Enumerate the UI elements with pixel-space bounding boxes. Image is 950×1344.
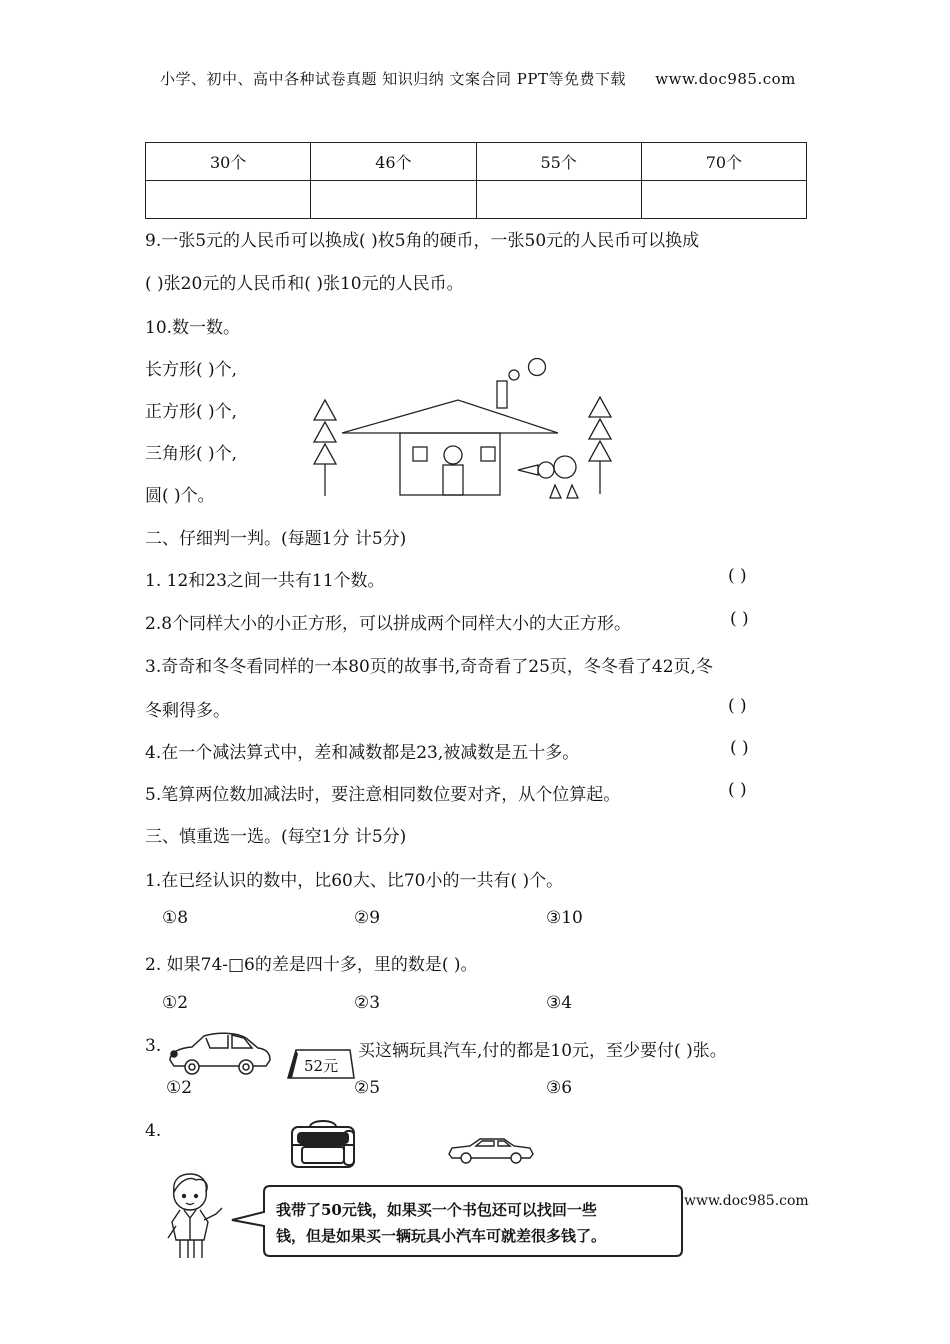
judge-item-1: 1. 12和23之间一共有11个数。: [145, 571, 385, 591]
choice-question-3: 买这辆玩具汽车,付的都是10元，至少要付( )张。: [358, 1041, 727, 1061]
speech-line-1: 我带了50元钱，如果买一个书包还可以找回一些: [276, 1201, 597, 1219]
toy-sedan-illustration: [446, 1136, 536, 1166]
question-9-line1: 9.一张5元的人民币可以换成( )枚5角的硬币，一张50元的人民币可以换成: [145, 231, 700, 251]
judge-item-3-line1: 3.奇奇和冬冬看同样的一本80页的故事书,奇奇看了25页，冬冬看了42页,冬: [145, 657, 713, 677]
schoolbag-illustration: [288, 1117, 358, 1171]
robot-figure: [518, 456, 578, 498]
choice-question-1: 1.在已经认识的数中，比60大、比70小的一共有( )个。: [145, 871, 564, 891]
header-url: www.doc985.com: [655, 70, 796, 88]
toy-car-illustration: [166, 1030, 276, 1080]
answer-paren: ( ): [730, 609, 749, 629]
choice-option: ②5: [354, 1078, 381, 1098]
table-answer-cell: [146, 181, 311, 219]
table-header-cell: 30个: [146, 143, 311, 181]
header-text: 小学、初中、高中各种试卷真题 知识归纳 文案合同 PPT等免费下载: [160, 70, 626, 88]
choice-question-4-number: 4.: [145, 1121, 162, 1141]
answer-paren: ( ): [728, 696, 747, 716]
question-10-title: 10.数一数。: [145, 318, 241, 338]
choice-question-2: 2. 如果74-□6的差是四十多，里的数是( )。: [145, 955, 478, 975]
judge-item-3-line2: 冬剩得多。: [145, 701, 230, 721]
answer-paren: ( ): [728, 566, 747, 586]
count-circle: 圆( )个。: [145, 486, 215, 506]
shapes-picture: [300, 355, 640, 505]
house: [342, 359, 558, 496]
answer-paren: ( ): [728, 780, 747, 800]
choice-option: ③4: [546, 993, 573, 1013]
judge-item-4: 4.在一个减法算式中，差和减数都是23,被减数是五十多。: [145, 743, 580, 763]
speech-bubble: [228, 1182, 688, 1262]
count-rectangle: 长方形( )个,: [145, 360, 238, 380]
choice-option: ②9: [354, 908, 381, 928]
judge-item-2: 2.8个同样大小的小正方形，可以拼成两个同样大小的大正方形。: [145, 614, 632, 634]
table-header-cell: 70个: [641, 143, 806, 181]
answer-paren: ( ): [730, 738, 749, 758]
answer-table: [145, 142, 807, 219]
choice-question-3-number: 3.: [145, 1036, 162, 1056]
speech-line-2: 钱，但是如果买一辆玩具小汽车可就差很多钱了。: [276, 1227, 607, 1245]
right-tree: [589, 397, 611, 494]
choice-option: ①8: [162, 908, 189, 928]
page-header: [160, 68, 796, 89]
table-answer-cell: [641, 181, 806, 219]
table-answer-cell: [476, 181, 641, 219]
judge-item-5: 5.笔算两位数加减法时，要注意相同数位要对齐，从个位算起。: [145, 785, 621, 805]
choice-option: ②3: [354, 993, 381, 1013]
table-header-row: [146, 143, 807, 181]
left-tree: [314, 400, 336, 496]
choice-option: ③10: [546, 908, 583, 928]
table-header-cell: 46个: [311, 143, 476, 181]
watermark-url: www.doc985.com: [684, 1193, 809, 1209]
question-9-line2: ( )张20元的人民币和( )张10元的人民币。: [145, 274, 464, 294]
boy-illustration: [160, 1172, 230, 1260]
table-header-cell: 55个: [476, 143, 641, 181]
count-triangle: 三角形( )个,: [145, 444, 238, 464]
section-3-title: 三、慎重选一选。(每空1分 计5分): [145, 827, 407, 847]
price-tag-label: 52元: [304, 1057, 339, 1075]
choice-option: ③6: [546, 1078, 573, 1098]
count-square: 正方形( )个,: [145, 402, 238, 422]
section-2-title: 二、仔细判一判。(每题1分 计5分): [145, 529, 407, 549]
choice-option: ①2: [162, 993, 189, 1013]
table-answer-cell: [311, 181, 476, 219]
table-answer-row: [146, 181, 807, 219]
choice-option: ①2: [166, 1078, 193, 1098]
